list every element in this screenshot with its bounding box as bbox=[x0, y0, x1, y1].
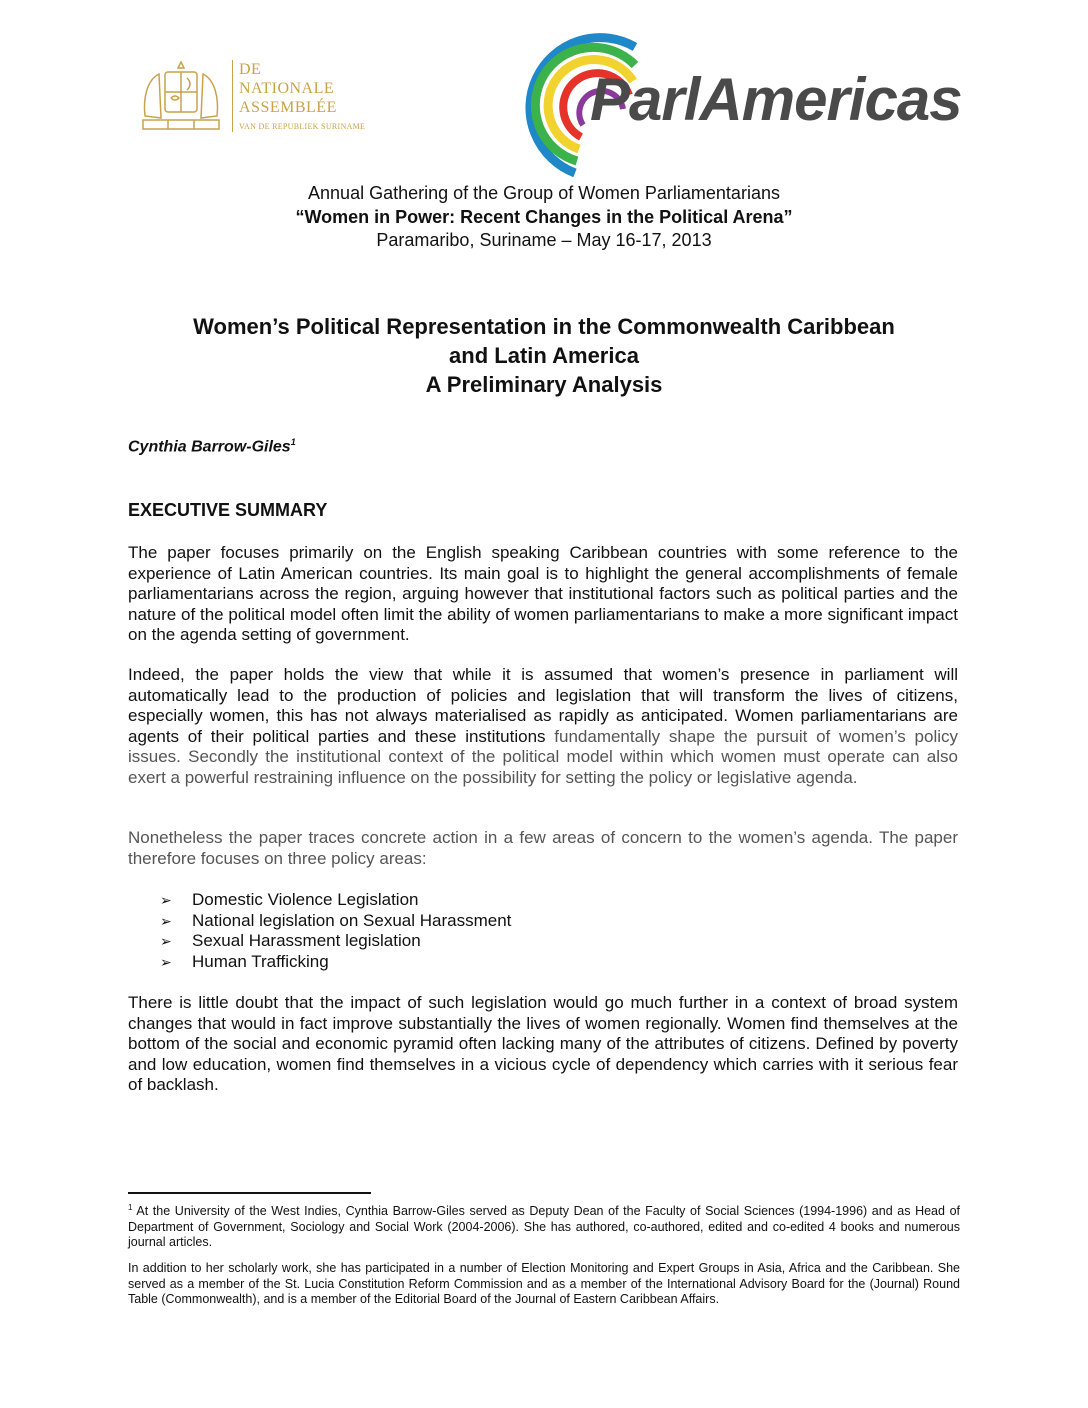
paper-title bbox=[0, 312, 1088, 399]
footnote-text: At the University of the West Indies, Cynthia Barrow-Giles served as Deputy Dean of the Faculty of Social Sciences (1994-1996) and as Head of Department of Government, Sociology and Social Work (2004-2006). She has authored, co-authored, edited and co-edited 4 books and numerous journal articles. bbox=[128, 1204, 960, 1250]
section-heading: EXECUTIVE SUMMARY bbox=[128, 500, 328, 520]
assembly-logo bbox=[135, 58, 366, 138]
footnote bbox=[128, 1200, 960, 1251]
title-line: Women’s Political Representation in the Commonwealth Caribbean bbox=[193, 314, 895, 339]
assembly-subtitle: VAN DE REPUBLIEK SURINAME bbox=[239, 122, 366, 131]
list-item bbox=[160, 890, 511, 911]
conference-location-date: Paramaribo, Suriname – May 16-17, 2013 bbox=[376, 230, 712, 250]
divider bbox=[232, 60, 233, 132]
paragraph: There is little doubt that the impact of such legislation would go much further in a context of broad system changes that would in fact improve substantially the lives of women regionally. Women find themselves at the bottom of the social and economic pyramid often lacking many of the attributes of citizens. Defined by poverty and low education, women find themselves in a vicious cycle of dependency which carries with it serious fear of backlash. bbox=[128, 993, 958, 1094]
paragraph: The paper focuses primarily on the English speaking Caribbean countries with some reference to the experience of Latin American countries. Its main goal is to highlight the general accomplishments of female parliamentarians across the region, arguing however that institutional factors such as political parties and the nature of the political model often limit the ability of women parliamentarians to make a more significant impact on the agenda setting of government. bbox=[128, 543, 958, 644]
paragraph bbox=[128, 665, 958, 788]
paragraph: Nonetheless the paper traces concrete action in a few areas of concern to the women’s agenda. The paper therefore focuses on three policy areas: bbox=[128, 828, 958, 868]
conference-theme: “Women in Power: Recent Changes in the Political Arena” bbox=[295, 207, 793, 227]
parlamericas-logo bbox=[495, 25, 965, 177]
conference-line: Annual Gathering of the Group of Women Parliamentarians bbox=[308, 183, 780, 203]
paragraph-text: fundamentally shape the pursuit of women’s policy issues. Secondly the institutional context of the political model within which women must operate can also exert a powerful restraining influence on the possibility for setting the policy or legislative agenda. bbox=[128, 726, 959, 787]
paragraph-text: Indeed, the paper holds the view that while it is assumed that women’s presence in parliament will automatically lead to the production of policies and legislation that will transform the lives of citizens, especially women, this has not always materialised as rapidly as anticipated. Women parliamentarians are agents of their political parties and these institutions bbox=[128, 665, 958, 746]
list-item-label: Domestic Violence Legislation bbox=[192, 890, 419, 909]
assembly-line: DE bbox=[239, 61, 262, 78]
footnote-ref[interactable]: 1 bbox=[290, 437, 296, 447]
title-line: and Latin America bbox=[449, 343, 639, 368]
footnote-continuation: In addition to her scholarly work, she has participated in a number of Election Monitoring and Expert Groups in Asia, Africa and the Caribbean. She served as a member of the St. Lucia Constitution Reform Commission and as a member of the International Advisory Board for the (Journal) Round Table (Commonwealth), and is a member of the Editorial Board of the Journal of Eastern Caribbean Affairs. bbox=[128, 1261, 960, 1306]
assembly-line: ASSEMBLÉE bbox=[239, 99, 337, 116]
footnote-divider bbox=[128, 1192, 371, 1194]
list-item-label: National legislation on Sexual Harassment bbox=[192, 910, 512, 930]
list-item-label: Sexual Harassment legislation bbox=[192, 931, 421, 950]
parlamericas-wordmark: ParlAmericas bbox=[590, 66, 962, 133]
list-item-label: Human Trafficking bbox=[192, 951, 329, 971]
policy-area-list bbox=[160, 890, 511, 972]
arrow-bullet-icon: ➢ bbox=[160, 953, 172, 970]
list-item bbox=[160, 931, 511, 952]
arrow-bullet-icon: ➢ bbox=[160, 912, 172, 929]
author-name: Cynthia Barrow-Giles bbox=[128, 438, 291, 456]
footnote-mark: 1 bbox=[128, 1203, 133, 1212]
arrow-bullet-icon: ➢ bbox=[160, 892, 172, 908]
assembly-name bbox=[239, 60, 337, 117]
assembly-line: NATIONALE bbox=[239, 80, 335, 97]
author bbox=[128, 437, 296, 456]
title-line: A Preliminary Analysis bbox=[425, 372, 663, 397]
list-item bbox=[160, 952, 511, 973]
list-item bbox=[160, 911, 511, 932]
arrow-bullet-icon: ➢ bbox=[160, 933, 172, 949]
suriname-coat-of-arms-icon bbox=[135, 58, 227, 134]
